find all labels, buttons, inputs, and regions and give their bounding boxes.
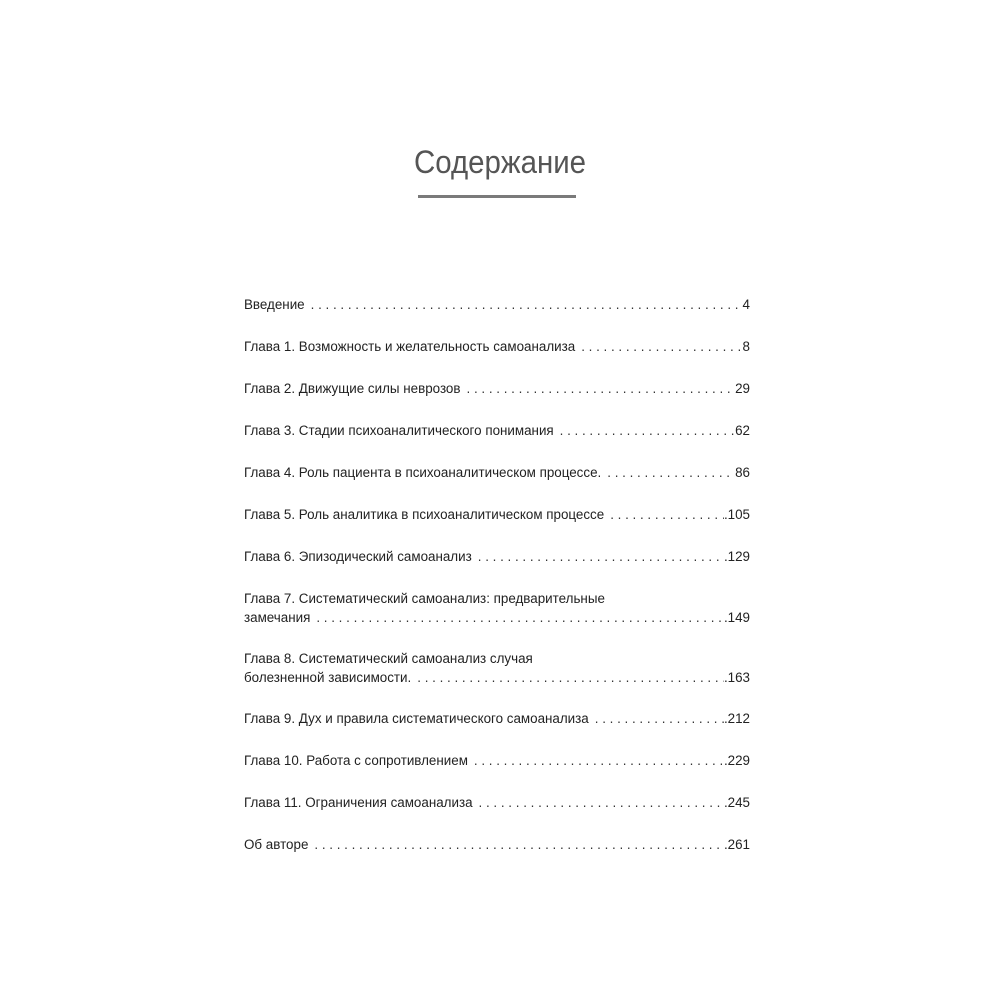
toc-page-number: 62 [735,423,750,438]
toc-entry [244,296,750,313]
toc-leader-dots [308,836,724,853]
toc-page-number: .105 [723,507,750,522]
toc-entry-line [244,548,750,565]
toc-entry-line [244,590,750,607]
toc-entry-title: болезненной зависимости. [244,670,412,685]
toc-page-number: .212 [723,711,750,726]
toc-leader-dots [575,338,742,355]
toc-entry-line [244,752,750,769]
toc-entry-line [244,380,750,397]
toc-leader-dots [554,422,735,439]
toc-leader-dots [461,380,736,397]
toc-entry-line [244,836,750,853]
page-title: Содержание [413,144,587,180]
toc-entry [244,548,750,565]
toc-leader-dots [468,752,724,769]
toc-entry-line [244,710,750,727]
toc-entry-title: Глава 11. Ограничения самоанализа [244,795,473,810]
toc-entry-line [244,506,750,523]
toc-leader-dots [473,794,724,811]
toc-entry-title: Глава 1. Возможность и желательность самоанализа [244,339,576,354]
toc-entry [244,794,750,811]
toc-entry-title: Об авторе [244,837,309,852]
toc-page-number: .163 [723,670,750,685]
toc-entry-line [244,794,750,811]
toc-leader-dots [601,464,735,481]
toc-page-number: 86 [735,465,750,480]
toc-page-number: .245 [723,795,750,810]
toc-leader-dots [472,548,724,565]
toc-page-number: .129 [723,549,750,564]
toc-page-number: 8 [742,339,750,354]
toc-entry-line [244,609,750,626]
toc-leader-dots [411,669,724,686]
toc-entry [244,710,750,727]
toc-entry [244,590,750,626]
toc-entry [244,752,750,769]
toc-entry-title: Глава 6. Эпизодический самоанализ [244,549,472,564]
toc-entry-line [244,464,750,481]
toc-page-number: .229 [723,753,750,768]
toc-entry-title: Глава 7. Систематический самоанализ: предварительные [244,591,605,606]
toc-entry-line [244,669,750,686]
toc-leader-dots [305,296,743,313]
toc-entry-title: Глава 5. Роль аналитика в психоаналитическом процессе [244,507,605,522]
toc-entry-title: Глава 9. Дух и правила систематического самоанализа [244,711,589,726]
toc-entry-title: Глава 3. Стадии психоаналитического понимания [244,423,554,438]
toc-entry [244,464,750,481]
toc-entry-line [244,338,750,355]
toc-page-number: 4 [742,297,750,312]
title-underline [418,195,576,198]
toc-entry-line [244,422,750,439]
toc-page-number: 29 [735,381,750,396]
toc-entry-line [244,296,750,313]
toc-entry [244,380,750,397]
toc-entry [244,650,750,686]
toc-entry-title: Глава 4. Роль пациента в психоаналитическом процессе. [244,465,602,480]
toc-entry-title: замечания [244,610,311,625]
toc-entry-line [244,650,750,667]
toc-leader-dots [604,506,724,523]
toc-entry-title: Введение [244,297,305,312]
toc-entry [244,422,750,439]
toc-entry-title: Глава 8. Систематический самоанализ случая [244,651,533,666]
toc-entry [244,338,750,355]
toc-entry [244,836,750,853]
toc-entry-title: Глава 10. Работа с сопротивлением [244,753,468,768]
toc-page-number: .261 [723,837,750,852]
toc-leader-dots [589,710,724,727]
toc-entry-title: Глава 2. Движущие силы неврозов [244,381,461,396]
toc-entry [244,506,750,523]
toc-leader-dots [310,609,724,626]
toc-page-number: .149 [723,610,750,625]
